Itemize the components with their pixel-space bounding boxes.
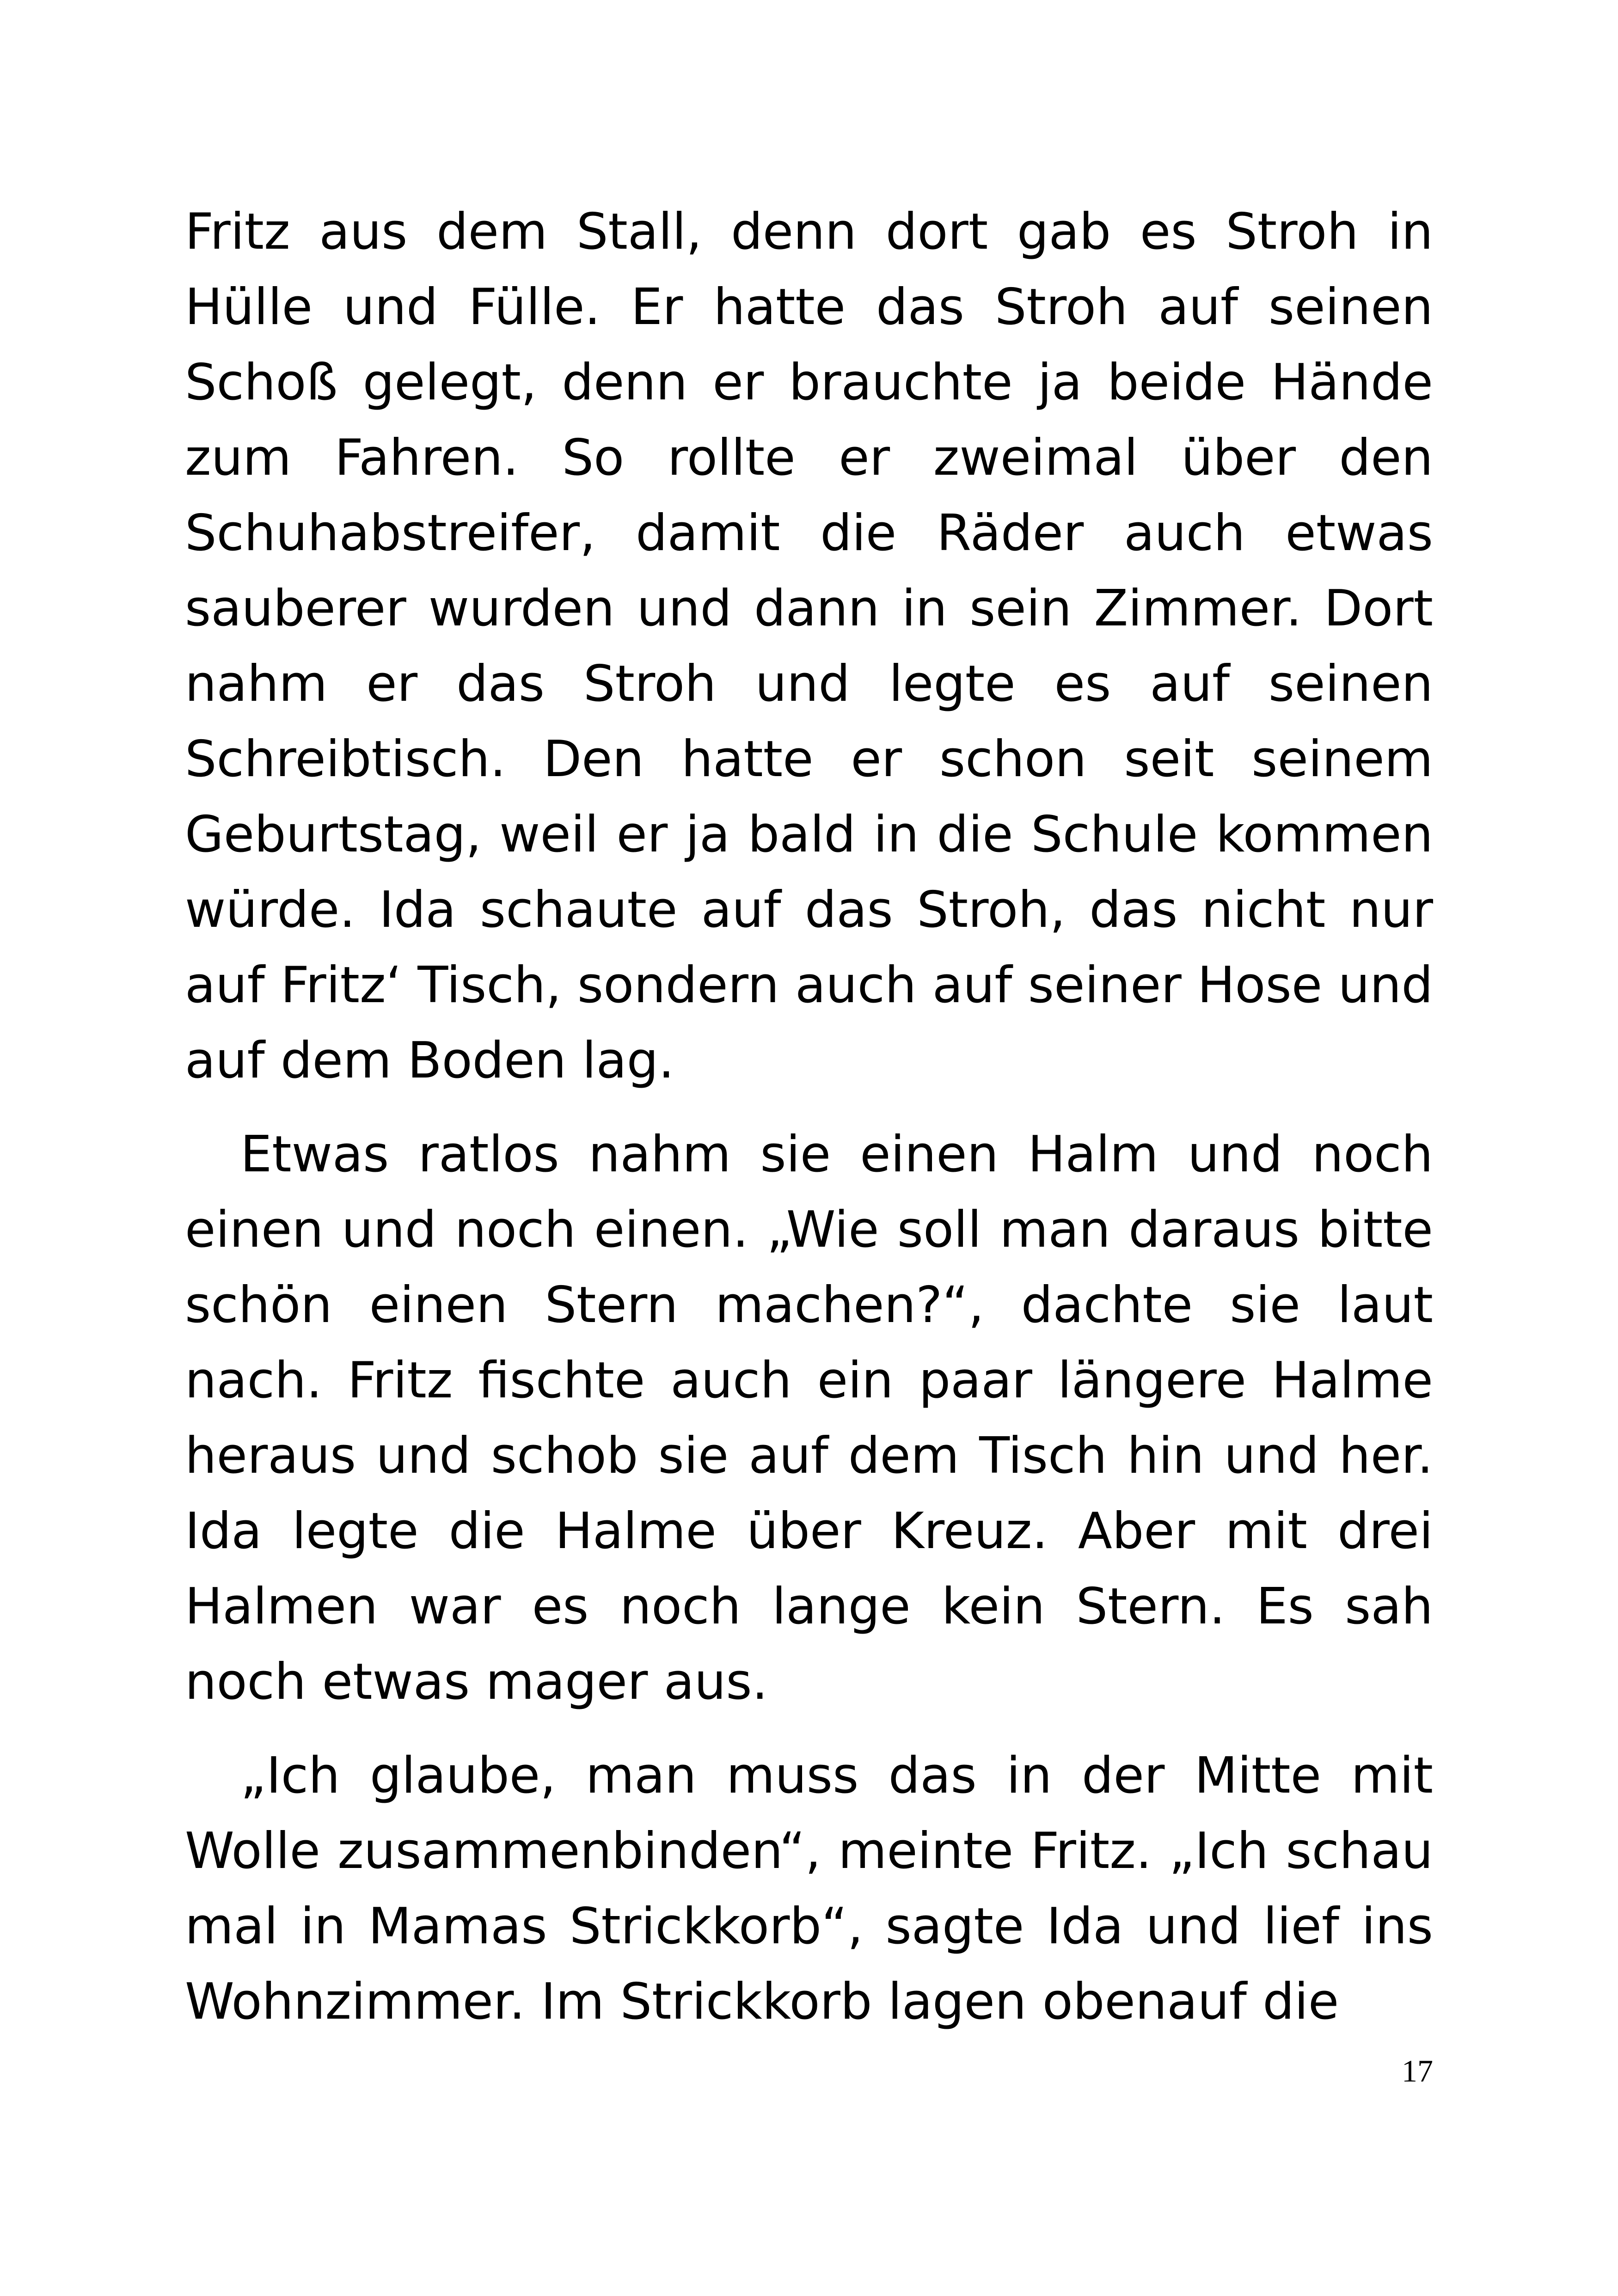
body-text [185, 194, 1433, 2039]
paragraph-3: „Ich glaube, man muss das in der Mitte mit Wolle zusammenbinden“, meinte Fritz. „Ich schau mal in Mamas Strickkorb“, sagte Ida und lief ins Wohnzimmer. Im Strickkorb lagen obenauf die [185, 1747, 1433, 2031]
page-number: 17 [1402, 2053, 1433, 2088]
paragraph-1: Fritz aus dem Stall, denn dort gab es Stroh in Hülle und Fülle. Er hatte das Stroh auf seinen Schoß gelegt, denn er brauchte ja beide Hände zum Fahren. So rollte er zweimal über den Schuhabstreifer, damit die Räder auch etwas sauberer wurden und dann in sein Zimmer. Dort nahm er das Stroh und legte es auf seinen Schreibtisch. Den hatte er schon seit seinem Geburtstag, weil er ja bald in die Schule kommen würde. Ida schaute auf das Stroh, das nicht nur auf Fritz‘ Tisch, sondern auch auf seiner Hose und auf dem Boden lag. [185, 203, 1433, 1090]
paragraph-2: Etwas ratlos nahm sie einen Halm und noch einen und noch einen. „Wie soll man daraus bitte schön einen Stern machen?“, dachte sie laut nach. Fritz fischte auch ein paar längere Halme heraus und schob sie auf dem Tisch hin und her. Ida legte die Halme über Kreuz. Aber mit drei Halmen war es noch lange kein Stern. Es sah noch etwas mager aus. [185, 1126, 1433, 1711]
